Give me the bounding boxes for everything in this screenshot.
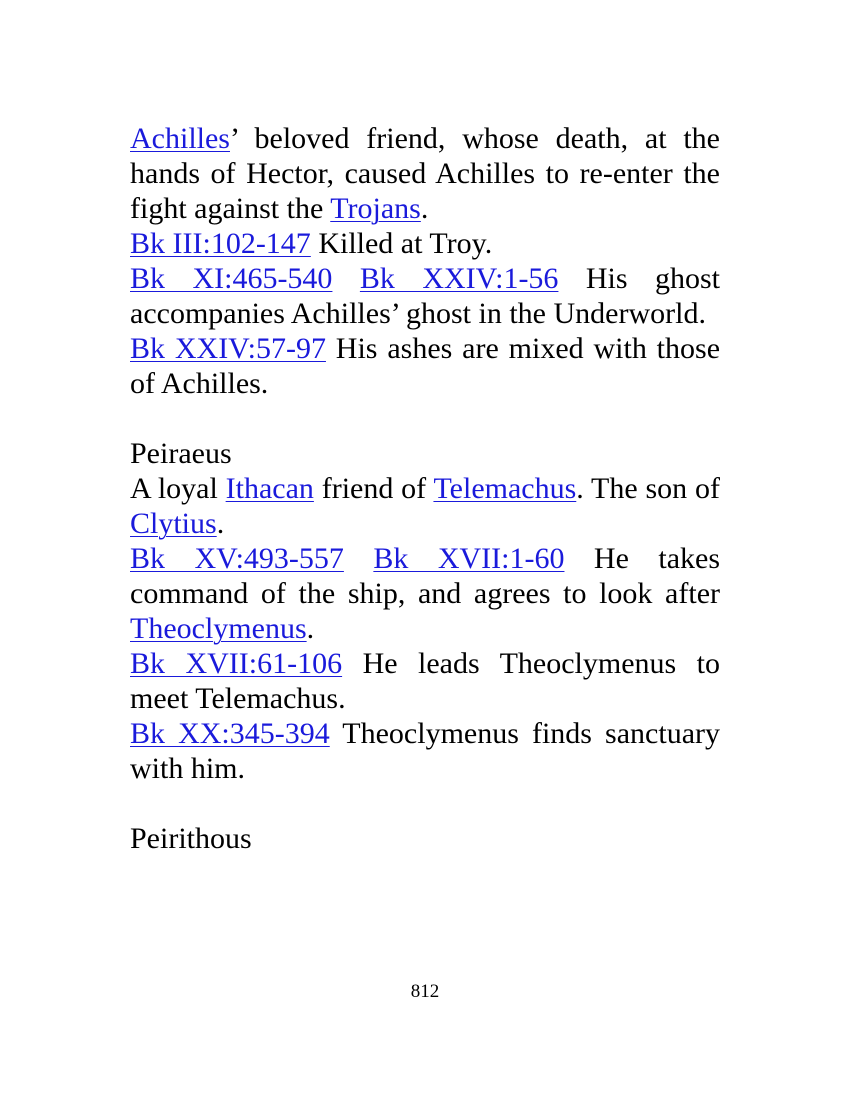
entry-text: His ghost accompanies Achilles’ ghost in the Underworld. [130,262,721,330]
entry-text [332,262,359,295]
entry-text: ’ beloved friend, whose death, at the hands of Hector, caused Achilles to re-enter the fight against the [130,122,720,225]
entry-text: Killed at Troy. [310,227,493,260]
entry-spacer [130,786,720,821]
cross-reference-link[interactable]: Telemachus [433,472,577,505]
entry-heading: Peiraeus [130,437,232,470]
entry-text: . The son of [576,472,720,505]
entry-text: . [216,507,225,540]
entry-text: Theoclymenus finds sanctuary with him. [130,717,720,785]
book-reference-link[interactable]: Bk XV:493-557 [130,542,344,575]
entry-text: friend of [313,472,434,505]
entry-text: A loyal [130,472,226,505]
book-reference-link[interactable]: Bk XVII:1-60 [373,542,565,575]
entry-spacer [130,401,720,436]
book-reference-link[interactable]: Bk XI:465-540 [130,262,333,295]
document-body [130,121,720,856]
entry-text [344,542,373,575]
book-reference-link[interactable]: Bk XX:345-394 [130,717,330,750]
book-reference-line [130,226,720,261]
cross-reference-link[interactable]: Achilles [130,122,230,155]
cross-reference-link[interactable]: Trojans [330,192,421,225]
book-reference-link[interactable]: Bk XXIV:1-56 [359,262,559,295]
book-reference-line [130,716,720,786]
cross-reference-link[interactable]: Clytius [130,507,217,540]
entry-text: . [420,192,429,225]
entry-text: . [306,612,315,645]
book-reference-link[interactable]: Bk III:102-147 [130,227,311,260]
book-reference-line [130,261,720,331]
book-reference-link[interactable]: Bk XXIV:57-97 [130,332,326,365]
book-reference-line [130,331,720,401]
book-reference-line [130,646,720,716]
entry-paragraph [130,471,720,541]
book-reference-link[interactable]: Bk XVII:61-106 [130,647,343,680]
book-reference-line [130,541,720,646]
entry-paragraph [130,121,720,226]
page-number: 812 [410,981,440,1002]
entry-heading: Peirithous [130,822,252,855]
entry-text: His ashes are mixed with those of Achilles. [130,332,721,400]
entry-text: He takes command of the ship, and agrees to look after [130,542,720,610]
cross-reference-link[interactable]: Theoclymenus [130,612,307,645]
cross-reference-link[interactable]: Ithacan [225,472,314,505]
entry-text: He leads Theoclymenus to meet Telemachus. [130,647,720,715]
